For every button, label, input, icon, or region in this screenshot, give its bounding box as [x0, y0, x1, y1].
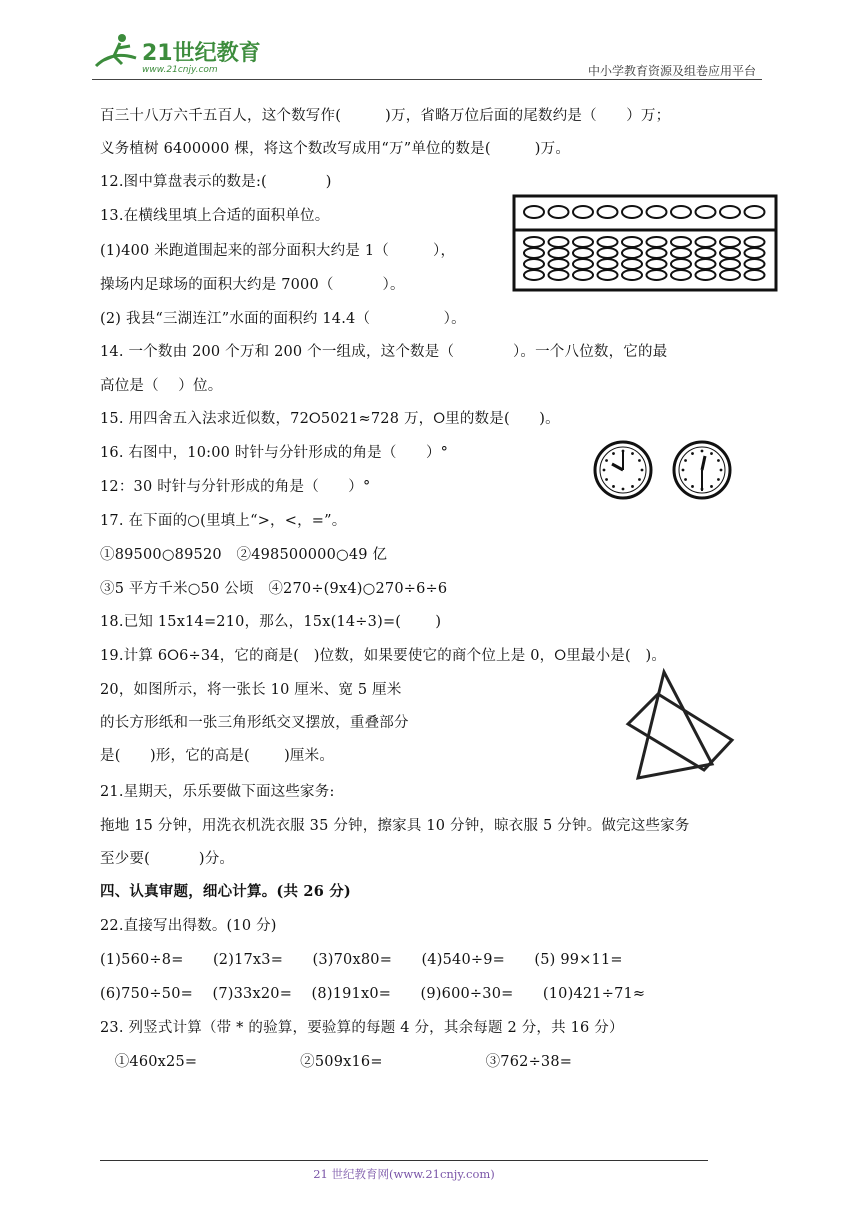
abacus-bead: [622, 270, 642, 280]
clock-tick: [641, 469, 644, 472]
svg-text:21世纪教育: 21世纪教育: [142, 41, 261, 66]
svg-text:www.21cnjy.com: www.21cnjy.com: [142, 65, 218, 75]
clock-tick: [691, 452, 694, 455]
abacus-bead: [622, 206, 642, 218]
text-line: ①460x25= ②509x16= ③762÷38=: [100, 1054, 573, 1070]
text-line: 操场内足球场的面积大约是 7000（ ）。: [100, 277, 405, 293]
question-14: 14. 一个数由 200 个万和 200 个一组成，这个数是（ ）。一个八位数，它的最: [100, 344, 668, 360]
text-line: ①89500○89520 ②498500000○49 亿: [100, 547, 388, 563]
clock-tick: [682, 469, 685, 472]
clock-tick: [701, 488, 704, 491]
abacus-bead: [696, 248, 716, 258]
abacus-bead: [598, 270, 618, 280]
question-17: 17. 在下面的○(里填上“>，<，=”。: [100, 513, 347, 529]
abacus-bead: [549, 270, 569, 280]
clock-tick: [684, 459, 687, 462]
abacus-bead: [696, 270, 716, 280]
text-line: 是( )形，它的高是( )厘米。: [100, 748, 335, 764]
abacus-bead: [549, 237, 569, 247]
abacus-bead: [696, 237, 716, 247]
question-13: 13.在横线里填上合适的面积单位。: [100, 208, 330, 224]
question-22: 22.直接写出得数。(10 分): [100, 918, 277, 934]
abacus-bead: [549, 259, 569, 269]
question-19: 19.计算 6⭘6÷34，它的商是( )位数，如果要使它的商个位上是 0，⭘里最小是( )。: [100, 648, 667, 664]
clock-tick: [638, 459, 641, 462]
clock-tick: [603, 469, 606, 472]
clock-tick: [710, 452, 713, 455]
abacus-bead: [549, 206, 569, 218]
text-line: (2) 我县“三湖连江”水面的面积约 14.4（ ）。: [100, 311, 466, 327]
question-15: 15. 用四舍五入法求近似数，72⭘5021≈728 万，⭘里的数是( )。: [100, 411, 560, 427]
abacus-bead: [524, 259, 544, 269]
abacus-bead: [598, 206, 618, 218]
abacus-bead: [745, 270, 765, 280]
clock-tick: [710, 485, 713, 488]
abacus-bead: [720, 270, 740, 280]
clock-tick: [717, 459, 720, 462]
abacus-bead: [549, 248, 569, 258]
platform-name: 中小学教育资源及组卷应用平台: [587, 64, 756, 78]
footer-divider: [100, 1160, 708, 1161]
abacus-bead: [647, 270, 667, 280]
abacus-bead: [622, 259, 642, 269]
text-line: (6)750÷50= (7)33x20= (8)191x0= (9)600÷30= (10)421÷71≈: [100, 986, 646, 1002]
clocks-figure: [590, 436, 750, 504]
logo-icon: [92, 30, 262, 76]
clock-tick: [622, 450, 625, 453]
clock-tick: [691, 485, 694, 488]
abacus-bead: [573, 206, 593, 218]
abacus-bead: [598, 237, 618, 247]
clock-tick: [622, 488, 625, 491]
abacus-bead: [696, 259, 716, 269]
text-line: 高位是（ ）位。: [100, 378, 223, 394]
abacus-bead: [745, 237, 765, 247]
abacus-bead: [647, 259, 667, 269]
text-line: 拖地 15 分钟，用洗衣机洗衣服 35 分钟，擦家具 10 分钟，晾衣服 5 分钟。做完这些家务: [100, 818, 690, 834]
text-line: (1)560÷8= (2)17x3= (3)70x80= (4)540÷9= (5) 99×11=: [100, 952, 623, 968]
abacus-bead: [696, 206, 716, 218]
clock-tick: [638, 478, 641, 481]
abacus-bead: [622, 248, 642, 258]
clock-tick: [684, 478, 687, 481]
abacus-bead: [745, 206, 765, 218]
text-line: (1)400 米跑道围起来的部分面积大约是 1（ ），: [100, 243, 456, 259]
question-18: 18.已知 15x14=210，那么，15x(14÷3)=( ): [100, 614, 442, 630]
abacus-bead: [745, 248, 765, 258]
abacus-bead: [671, 237, 691, 247]
abacus-bead: [524, 248, 544, 258]
clock-tick: [720, 469, 723, 472]
question-23: 23. 列竖式计算（带 * 的验算，要验算的每题 4 分，其余每题 2 分，共 16 分）: [100, 1020, 624, 1036]
abacus-bead: [671, 259, 691, 269]
text-line: 12：30 时针与分针形成的角是（ ）°: [100, 479, 371, 495]
abacus-bead: [524, 237, 544, 247]
clock-tick: [612, 452, 615, 455]
clock-tick: [605, 478, 608, 481]
question-21: 21.星期天，乐乐要做下面这些家务:: [100, 784, 335, 800]
question-20: 20，如图所示，将一张长 10 厘米、宽 5 厘米: [100, 682, 402, 698]
abacus-bead: [573, 237, 593, 247]
abacus-bead: [598, 259, 618, 269]
abacus-bead: [647, 206, 667, 218]
clock-tick: [631, 485, 634, 488]
clock-tick: [717, 478, 720, 481]
footer-text: 21 世纪教育网(www.21cnjy.com): [313, 1167, 495, 1181]
abacus-bead: [671, 270, 691, 280]
abacus-bead: [573, 259, 593, 269]
abacus-bead: [745, 259, 765, 269]
header-divider: [92, 79, 762, 80]
page-header: [92, 30, 762, 80]
abacus-bead: [671, 206, 691, 218]
overlap-figure: [608, 664, 758, 784]
text-line: 至少要( )分。: [100, 851, 235, 867]
abacus-bead: [573, 248, 593, 258]
clock-tick: [605, 459, 608, 462]
text-line: ③5 平方千米○50 公顷 ④270÷(9x4)○270÷6÷6: [100, 581, 448, 597]
text-line: 义务植树 6400000 棵，将这个数改写成用“万”单位的数是( )万。: [100, 141, 571, 157]
abacus-bead: [598, 248, 618, 258]
abacus-bead: [720, 206, 740, 218]
abacus-bead: [524, 270, 544, 280]
abacus-bead: [573, 270, 593, 280]
section-4-title: 四、认真审题，细心计算。(共 26 分): [100, 883, 351, 900]
abacus-bead: [647, 237, 667, 247]
question-12: 12.图中算盘表示的数是:( ): [100, 174, 332, 190]
question-16: 16. 右图中，10:00 时针与分针形成的角是（ ）°: [100, 445, 449, 461]
abacus-figure: [510, 192, 780, 294]
abacus-bead: [671, 248, 691, 258]
text-line: 百三十八万六千五百人，这个数写作( )万，省略万位后面的尾数约是（ ）万；: [100, 108, 671, 124]
abacus-bead: [647, 248, 667, 258]
text-line: 的长方形纸和一张三角形纸交叉摆放，重叠部分: [100, 715, 409, 731]
abacus-bead: [524, 206, 544, 218]
clock-tick: [701, 450, 704, 453]
abacus-bead: [720, 237, 740, 247]
clock-tick: [612, 485, 615, 488]
abacus-bead: [720, 248, 740, 258]
abacus-bead: [622, 237, 642, 247]
abacus-bead: [720, 259, 740, 269]
clock-tick: [631, 452, 634, 455]
